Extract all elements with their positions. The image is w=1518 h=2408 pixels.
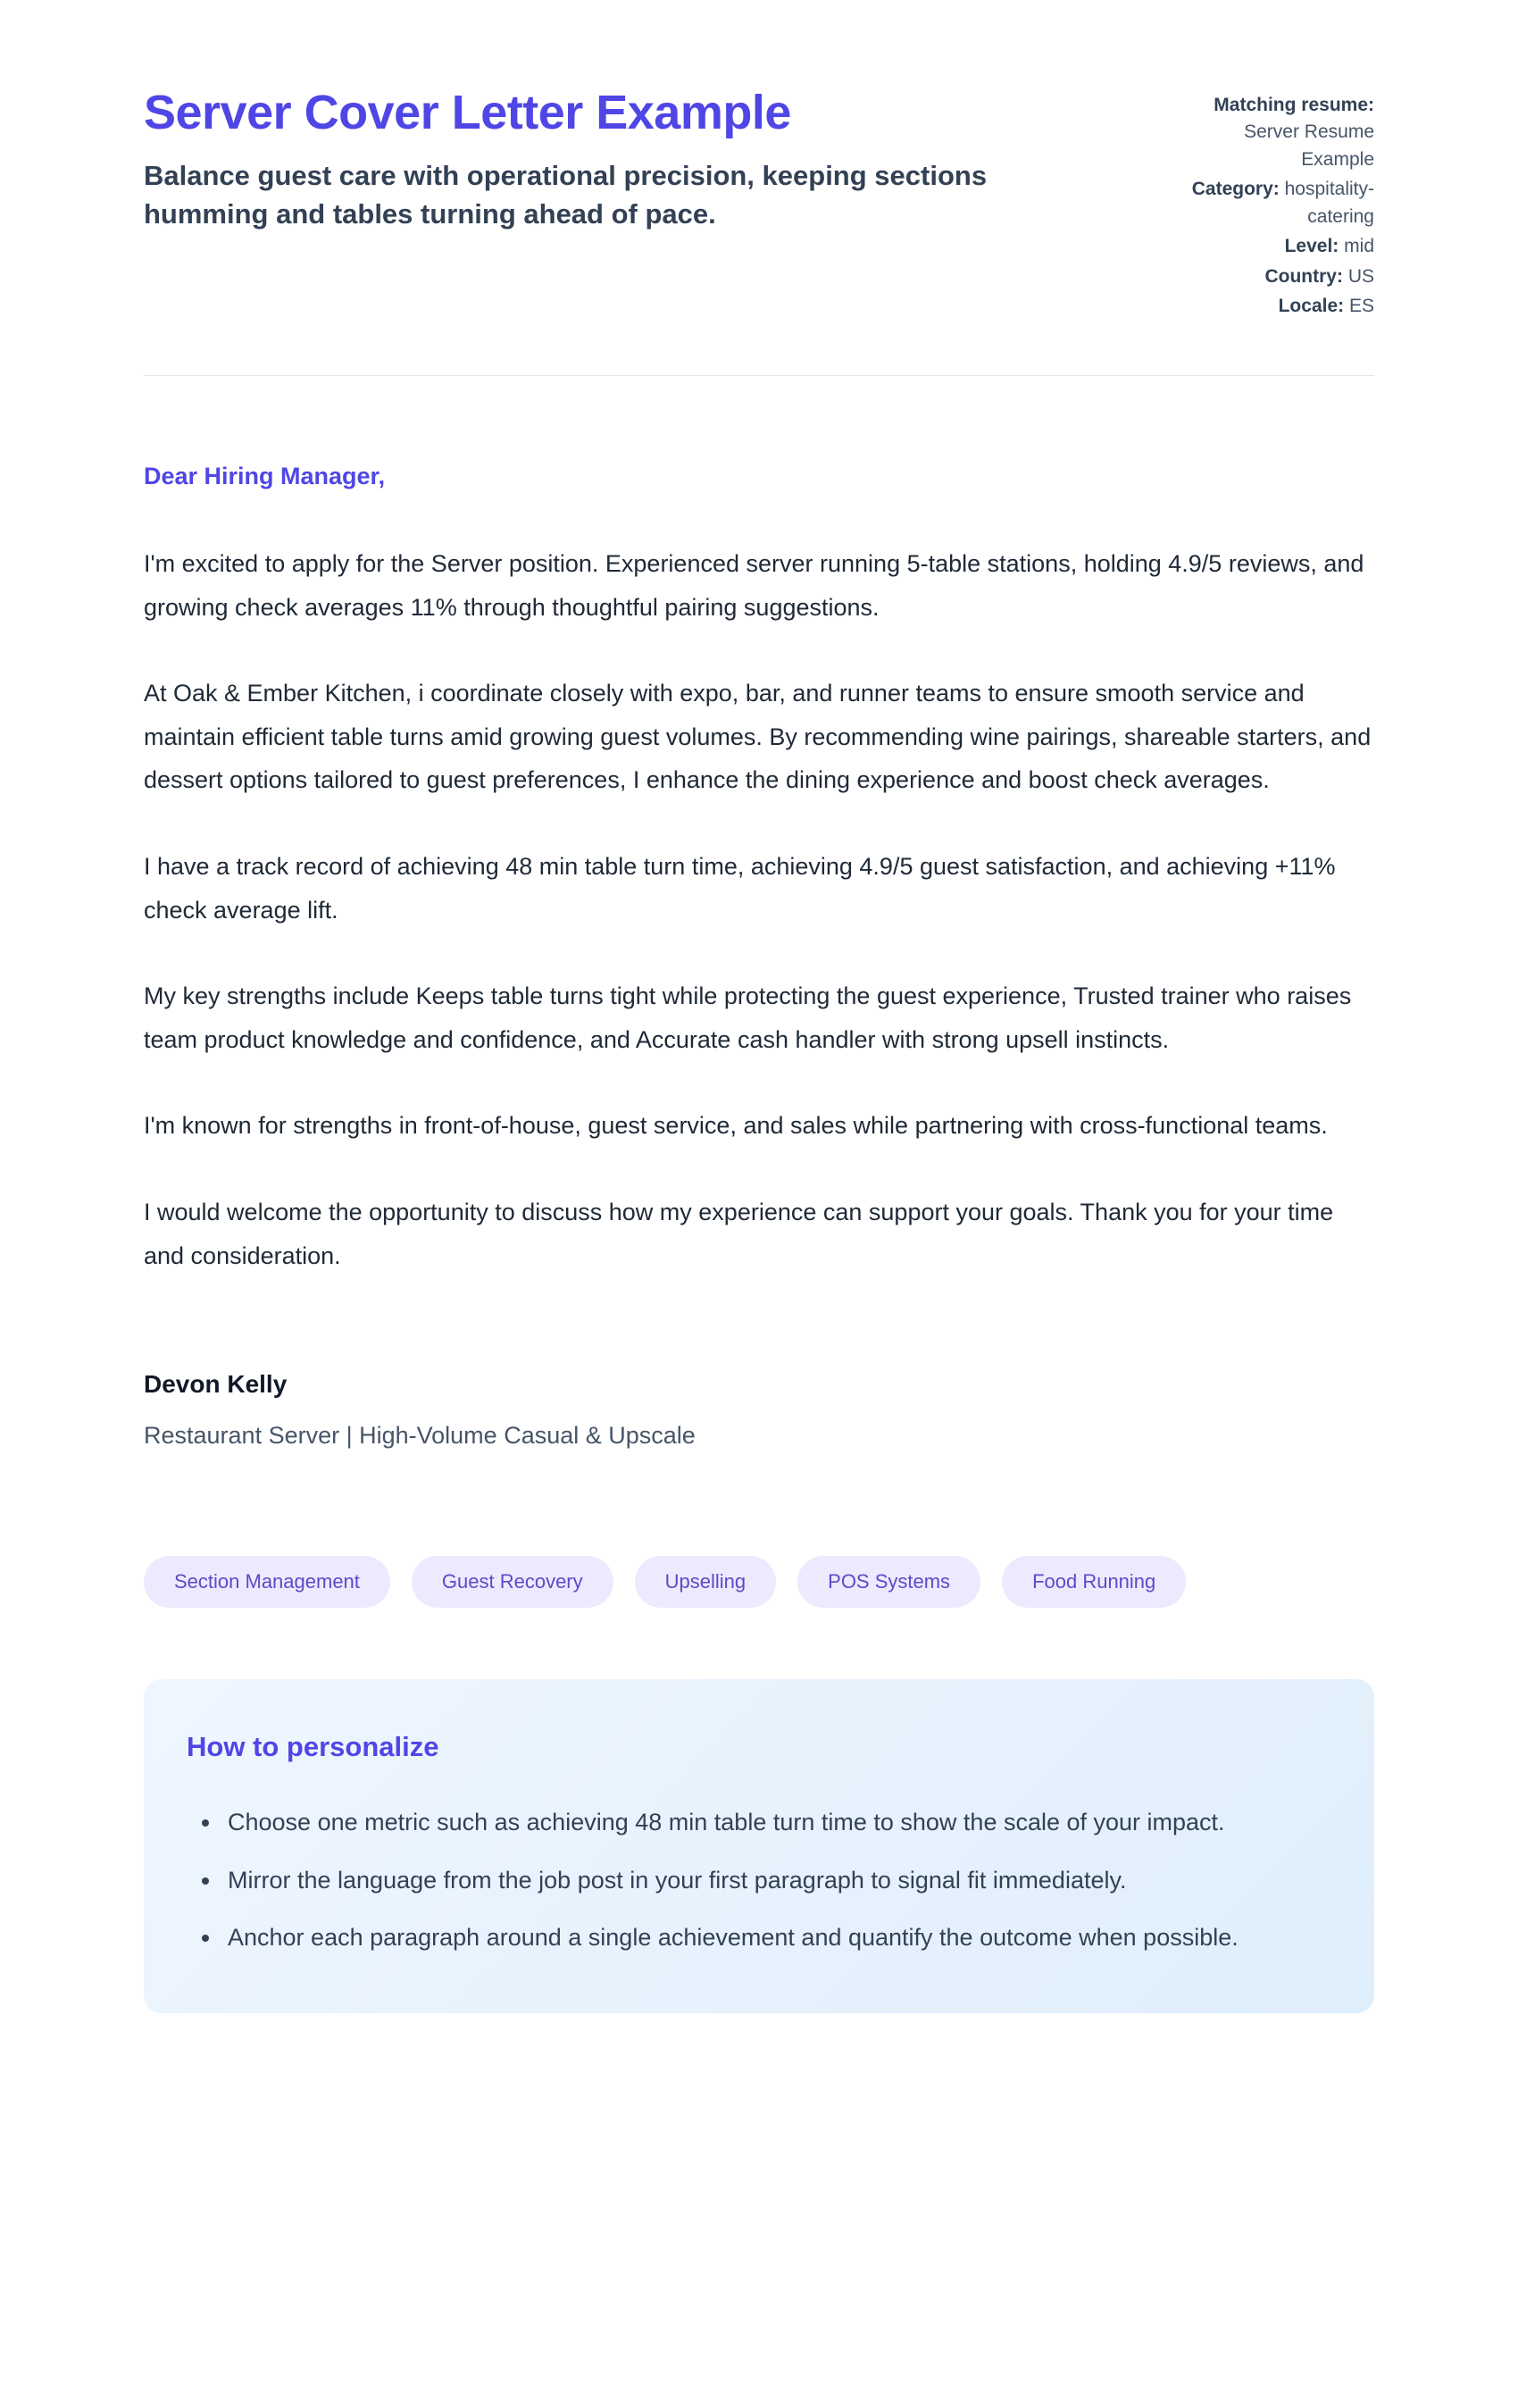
personalize-box (144, 1679, 1374, 2013)
header-divider (144, 375, 1374, 376)
tag-pill-section-management: Section Management (144, 1556, 390, 1608)
meta-label: Matching resume: (1214, 95, 1374, 115)
letter-paragraph: I would welcome the opportunity to discuss how my experience can support your goals. Thank you for your time and consideration. (144, 1199, 1334, 1269)
letter-greeting: Dear Hiring Manager, (144, 462, 386, 489)
letter-paragraph: I'm known for strengths in front-of-house, guest service, and sales while partnering with cross-functional teams. (144, 1112, 1328, 1140)
meta-row-level (1182, 233, 1374, 260)
meta-label: Country: (1264, 265, 1343, 287)
letter-body (144, 455, 1374, 1459)
meta-row-locale (1182, 293, 1374, 320)
personalize-title: How to personalize (187, 1731, 439, 1762)
personalize-tip-list (187, 1801, 1331, 1960)
tag-list (144, 1556, 1374, 1608)
meta-value: Server Resume Example (1244, 121, 1374, 170)
letter-paragraph: I'm excited to apply for the Server position. Experienced server running 5-table stations, holding 4.9/5 reviews, and growing check averages 11% through thoughtful pairing suggestions. (144, 550, 1364, 621)
meta-value: hospitality-catering (1284, 179, 1374, 227)
header (144, 85, 1374, 323)
header-title-block (144, 85, 1129, 234)
page-subtitle: Balance guest care with operational precision, keeping sections humming and tables turning ahead of pace. (144, 160, 988, 230)
meta-row-country (1182, 263, 1374, 290)
meta-label: Locale: (1278, 296, 1345, 317)
meta-value: US (1347, 265, 1374, 287)
page-title: Server Cover Letter Example (144, 86, 791, 139)
tag-pill-upselling: Upselling (635, 1556, 777, 1608)
meta-label: Level: (1284, 236, 1339, 257)
tag-pill-guest-recovery: Guest Recovery (412, 1556, 613, 1608)
signature-name: Devon Kelly (144, 1370, 288, 1399)
personalize-tip: • Choose one metric such as achieving 48 min table turn time to show the scale of your impact. (222, 1801, 1331, 1844)
personalize-tip: • Anchor each paragraph around a single achievement and quantify the outcome when possible. (222, 1916, 1331, 1960)
meta-panel (1182, 85, 1374, 323)
meta-value: ES (1348, 296, 1374, 317)
cover-letter-page (144, 0, 1374, 2129)
personalize-tip: • Mirror the language from the job post in your first paragraph to signal fit immediately. (222, 1859, 1331, 1902)
letter-paragraph: My key strengths include Keeps table turns tight while protecting the guest experience, Trusted trainer who raises team product knowledge and confidence, and Accurate cash handler with strong upsell instincts. (144, 982, 1352, 1053)
tag-pill-pos-systems: POS Systems (797, 1556, 980, 1608)
meta-value: mid (1344, 236, 1374, 257)
signature-role: Restaurant Server | High-Volume Casual & Upscale (144, 1422, 696, 1450)
letter-paragraph: At Oak & Ember Kitchen, i coordinate closely with expo, bar, and runner teams to ensure smooth service and maintain efficient table turns amid growing guest volumes. By recommending wine pairings, shareable starters, and dessert options tailored to guest preferences, I enhance the dining experience and boost check averages. (144, 680, 1372, 794)
meta-row-category (1182, 176, 1374, 230)
meta-row-matching-resume (1182, 92, 1374, 173)
meta-label: Category: (1191, 179, 1280, 200)
letter-paragraph: I have a track record of achieving 48 min table turn time, achieving 4.9/5 guest satisfaction, and achieving +11% check average lift. (144, 853, 1336, 924)
tag-pill-food-running: Food Running (1002, 1556, 1186, 1608)
